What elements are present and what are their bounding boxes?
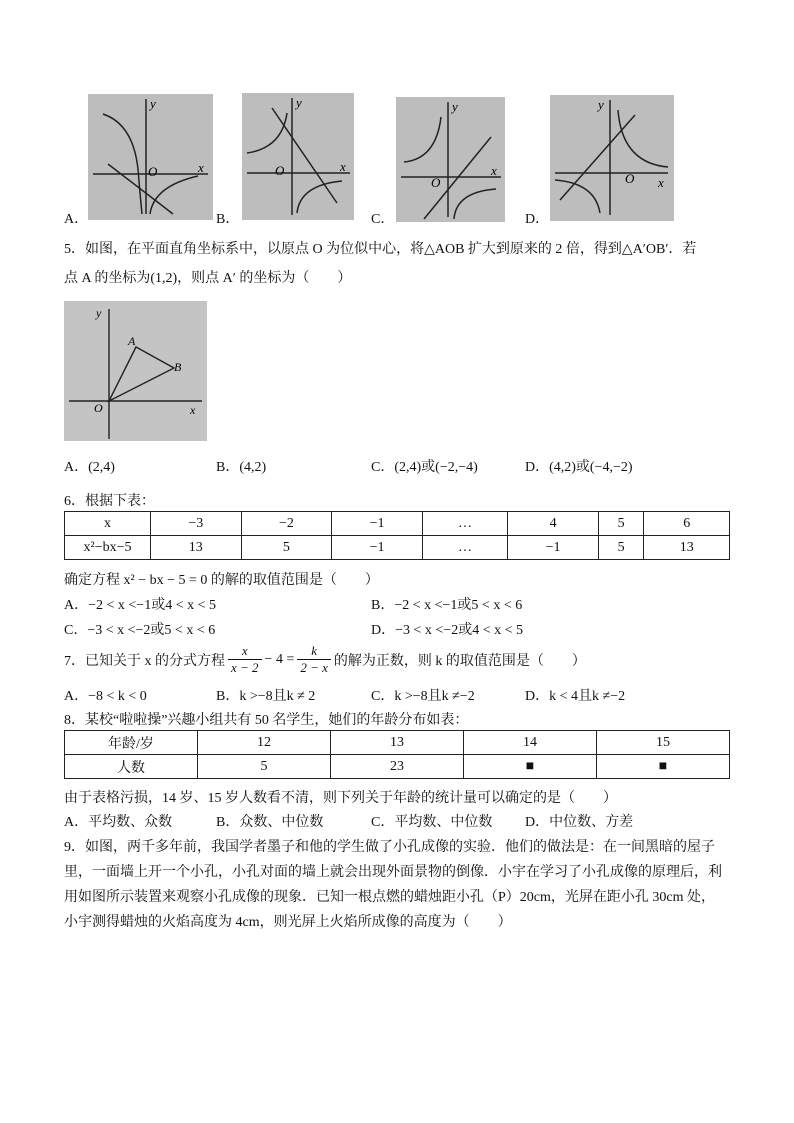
svg-text:y: y: [598, 97, 604, 112]
table-cell: x: [65, 512, 151, 536]
q4-graph-c: [396, 97, 505, 222]
table-cell: 5: [241, 536, 332, 560]
table-cell: −3: [151, 512, 242, 536]
q5-stem-line2: 点 A 的坐标为(1,2)，则点 A′ 的坐标为（ ）: [64, 271, 352, 286]
q4-option-c-label: C．: [371, 212, 395, 227]
table-cell: 4: [508, 512, 599, 536]
table-row: [65, 512, 730, 536]
table-row: [65, 731, 730, 755]
q6-question: 确定方程 x² − bx − 5 = 0 的解的取值范围是（ ）: [64, 573, 379, 588]
fig-o-label: O: [94, 401, 103, 415]
table-row: [65, 755, 730, 779]
q6-option-c: C．−3 < x <−2或5 < x < 6: [64, 623, 216, 638]
table-cell: −1: [332, 512, 423, 536]
q7-stem: [64, 643, 586, 676]
table-cell: 6: [644, 512, 730, 536]
q6-stem: 6．根据下表：: [64, 494, 155, 509]
q4-graph-a: [88, 94, 213, 220]
svg-text:x: x: [198, 160, 204, 175]
svg-text:x: x: [491, 163, 497, 178]
svg-text:y: y: [452, 99, 458, 114]
q8-option-a: A．平均数、众数: [64, 815, 173, 830]
table-cell: 5: [598, 536, 644, 560]
q8-question: 由于表格污损，14 岁、15 岁人数看不清，则下列关于年龄的统计量可以确定的是（ ）: [64, 791, 617, 806]
svg-text:y: y: [150, 96, 156, 111]
q4-option-d-label: D．: [525, 212, 550, 227]
q9-line-2: 里，一面墙上开一个小孔，小孔对面的墙上就会出现外面景物的倒像．小宇在学习了小孔成像的原理后，利: [64, 865, 722, 880]
svg-text:O: O: [148, 164, 158, 179]
q5-option-d: D．(4,2)或(−4,−2): [525, 460, 633, 475]
table-cell: 13: [644, 536, 730, 560]
fraction-numerator: x: [241, 643, 248, 658]
q4-graph-d: [550, 95, 674, 221]
table-cell: x²−bx−5: [65, 536, 151, 560]
q7-suffix: 的解为正数，则 k 的取值范围是（ ）: [333, 653, 586, 669]
svg-text:O: O: [625, 171, 635, 186]
fraction-denominator: 2 − x: [297, 659, 331, 676]
q4-option-b-label: B．: [216, 212, 240, 227]
q6-table: [64, 511, 730, 560]
q8-option-c: C．平均数、中位数: [371, 815, 493, 830]
q7-fraction-2: [297, 643, 331, 676]
fig-b-label: B: [174, 360, 182, 374]
q5-figure: [64, 301, 207, 441]
q8-option-d: D．中位数、方差: [525, 815, 634, 830]
q8-stem: 8．某校“啦啦操”兴趣小组共有 50 名学生，她们的年龄分布如表：: [64, 713, 469, 728]
q4-graph-b: [242, 93, 354, 220]
smudged-cell: ■: [464, 755, 597, 779]
q7-option-b: B．k >−8且k ≠ 2: [216, 689, 316, 704]
table-cell: …: [422, 536, 507, 560]
q9-line-1: 9．如图，两千多年前，我国学者墨子和他的学生做了小孔成像的实验．他们的做法是：在一间黑暗的屋子: [64, 840, 715, 855]
q6-option-a: A．−2 < x <−1或4 < x < 5: [64, 598, 216, 613]
q7-option-a: A．−8 < k < 0: [64, 689, 147, 704]
q5-option-b: B．(4,2): [216, 460, 267, 475]
table-cell: 23: [331, 755, 464, 779]
fig-x-label: x: [190, 403, 196, 417]
table-cell: 14: [464, 731, 597, 755]
table-cell: 5: [198, 755, 331, 779]
table-cell: 15: [597, 731, 730, 755]
table-cell: 13: [151, 536, 242, 560]
table-cell: …: [422, 512, 507, 536]
q5-option-c: C．(2,4)或(−2,−4): [371, 460, 478, 475]
table-row: [65, 536, 730, 560]
svg-text:x: x: [658, 175, 664, 190]
svg-text:x: x: [340, 159, 346, 174]
svg-text:O: O: [431, 175, 441, 190]
q7-prefix: 7．已知关于 x 的分式方程: [64, 653, 225, 669]
q5-option-a: A．(2,4): [64, 460, 115, 475]
q7-option-d: D．k < 4且k ≠−2: [525, 689, 626, 704]
q8-table: [64, 730, 730, 779]
table-cell: 13: [331, 731, 464, 755]
table-cell: 年龄/岁: [65, 731, 198, 755]
q7-option-c: C．k >−8且k ≠−2: [371, 689, 475, 704]
q8-option-b: B．众数、中位数: [216, 815, 324, 830]
fig-a-label: A: [128, 334, 136, 348]
q7-mid: − 4 =: [264, 651, 295, 667]
fraction-denominator: x − 2: [228, 659, 262, 676]
q5-stem-line1: 5．如图，在平面直角坐标系中，以原点 O 为位似中心，将△AOB 扩大到原来的 2 倍，得到△A′OB′．若: [64, 242, 697, 257]
q9-line-3: 用如图所示装置来观察小孔成像的现象．已知一根点燃的蜡烛距小孔（P）20cm，光屏在距小孔 30cm 处，: [64, 890, 715, 905]
q9-line-4: 小宇测得蜡烛的火焰高度为 4cm，则光屏上火焰所成像的高度为（ ）: [64, 915, 512, 930]
table-cell: −1: [508, 536, 599, 560]
table-cell: −2: [241, 512, 332, 536]
q6-option-d: D．−3 < x <−2或4 < x < 5: [371, 623, 523, 638]
smudged-cell: ■: [597, 755, 730, 779]
table-cell: 5: [598, 512, 644, 536]
table-cell: 人数: [65, 755, 198, 779]
svg-text:y: y: [296, 95, 302, 110]
svg-text:O: O: [275, 163, 285, 178]
fig-y-label: y: [96, 306, 102, 320]
q6-option-b: B．−2 < x <−1或5 < x < 6: [371, 598, 523, 613]
table-cell: 12: [198, 731, 331, 755]
q7-fraction-1: [228, 643, 262, 676]
table-cell: −1: [332, 536, 423, 560]
q4-option-a-label: A．: [64, 212, 89, 227]
fraction-numerator: k: [311, 643, 317, 658]
